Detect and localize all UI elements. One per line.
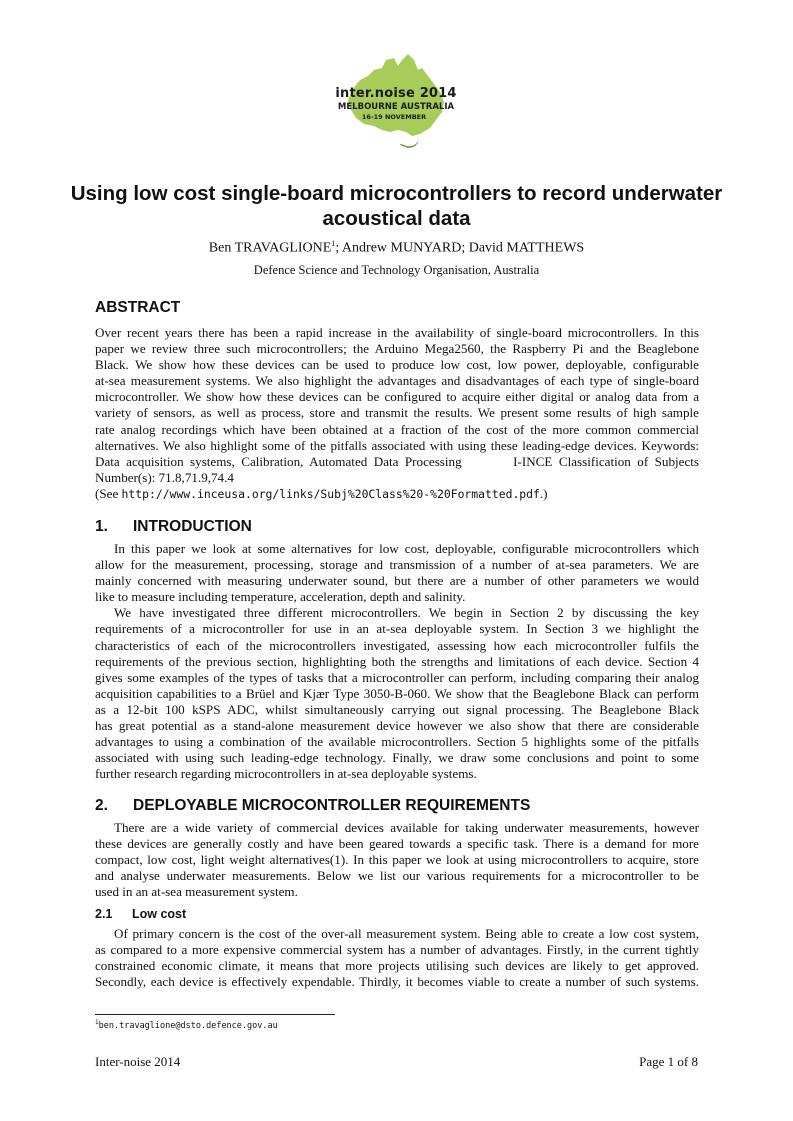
footer-page-number: Page 1 of 8 [639, 1054, 698, 1069]
abstract-line: alternatives. We also highlight some of the pitfalls associated with using these leading-edge devices. Keywords: [95, 437, 699, 453]
paragraph-line: has great potential as a stand-alone measurement device however we also show that there are considerable [95, 718, 699, 734]
paragraph-line: constrained economic climate, it means that more projects utilising such devices are likely to get approved. [95, 958, 699, 974]
paragraph-line: allow for the measurement, processing, storage and transmission of a number of at-sea parameters. We are [95, 557, 699, 573]
introduction-body [95, 541, 699, 782]
abstract-line: at-sea measurement systems. We also highlight the advantages and disadvantages of each type of single-board [95, 373, 699, 389]
author-list [60, 235, 733, 257]
abstract-line: Data acquisition systems, Calibration, Automated Data Processing I-INCE Classification of Subjects [95, 453, 699, 469]
see-suffix: .) [539, 485, 548, 501]
abstract-heading: ABSTRACT [95, 299, 181, 316]
logo-dates: 16-19 NOVEMBER [361, 113, 427, 121]
paragraph-line: these devices are generally costly and have been geared towards a specific task. There is a demand for more [95, 836, 699, 852]
abstract-line: Black. We show how these devices can be used to produce low cost, low power, deployable, configurable [95, 357, 699, 373]
logo-title: inter.noise 2014 [335, 86, 457, 101]
abstract-line: microcontroller. We show how these devices can be configured to acquire either digital or analog data from a [95, 389, 699, 405]
footnote [95, 1017, 278, 1032]
paper-title [60, 181, 733, 231]
section-title: DEPLOYABLE MICROCONTROLLER REQUIREMENTS [133, 797, 531, 814]
subsection-number: 2.1 [95, 907, 113, 921]
paragraph-line: Of primary concern is the cost of the over-all measurement system. Being able to create a low cost system, [114, 926, 699, 941]
subsection-title: Low cost [132, 907, 187, 921]
footnote-mark: 1 [331, 239, 336, 248]
title-line: Using low cost single-board microcontrollers to record underwater [70, 182, 723, 205]
paragraph-line: associated with using such leading-edge technology. Finally, we draw some conclusions and point to some [95, 750, 699, 766]
classification-link-line [95, 486, 699, 502]
footnote-mark: 1 [95, 1019, 99, 1026]
paragraph-line: further research regarding microcontrollers in at-sea deployable systems. [95, 766, 477, 782]
section-number: 2. [95, 797, 108, 814]
abstract-line: variety of sensors, as well as process, store and transmit the results. We present some results of high sample [95, 405, 699, 421]
abstract-body [95, 325, 699, 502]
paragraph-line: We have investigated three different microcontrollers. We begin in Section 2 by discussing the key [114, 605, 699, 621]
author-email-link[interactable]: ben.travaglione@dsto.defence.gov.au [98, 1020, 278, 1031]
subsection-heading-low-cost [95, 907, 186, 922]
section-title: INTRODUCTION [133, 518, 252, 535]
footer-conference: Inter-noise 2014 [95, 1054, 181, 1069]
conference-logo [322, 46, 462, 166]
paragraph-line: Secondly, each device is effectively expendable. Thirdly, it becomes viable to create a number of such systems. [95, 974, 699, 990]
classification-url-link[interactable]: http://www.inceusa.org/links/Subj%20Class%20-%20Formatted.pdf [121, 486, 540, 501]
affiliation: Defence Science and Technology Organisation, Australia [253, 263, 540, 277]
paragraph-line: like to measure including temperature, acceleration, depth and salinity. [95, 589, 466, 605]
abstract-line: Over recent years there has been a rapid increase in the availability of single-board microcontrollers. In this [95, 325, 699, 340]
see-prefix: (See [95, 485, 122, 501]
abstract-line: Number(s): 71.8,71.9,74.4 [95, 469, 234, 485]
paragraph-line: as a 12-bit 100 kSPS ADC, whilst simultaneously carrying out signal processing. The Beaglebone Black [95, 701, 699, 717]
paragraph-line: In this paper we look at some alternatives for low cost, deployable, configurable microcontrollers which [114, 541, 699, 556]
requirements-body [95, 820, 699, 900]
section-heading-requirements [95, 797, 530, 815]
paragraph-line: and analyse underwater measurements. Below we list our various requirements for a microcontroller to be [95, 868, 699, 884]
section-number: 1. [95, 518, 108, 535]
other-authors: ; Andrew MUNYARD; David MATTHEWS [335, 240, 585, 256]
paragraph-line: advantages to using a combination of the available microcontrollers. Section 5 highlights some of the pitfalls [95, 734, 699, 750]
paragraph-line: requirements of the previous section, highlighting both the strengths and limitations of each device. Section 4 [95, 653, 699, 669]
paragraph-line: requirements of a microcontroller for use in an at-sea deployable system. In Section 3 we highlight the [95, 621, 699, 637]
paragraph-line: gives some examples of the types of tasks that a microcontroller can perform, including comparing their analog [95, 669, 699, 685]
paragraph-line: used in an at-sea measurement system. [95, 884, 298, 900]
paragraph-line: characteristics of each of the microcontrollers investigated, assessing how each microcontroller fulfils the [95, 637, 699, 653]
first-author: Ben TRAVAGLIONE [208, 240, 332, 256]
paragraph-line: mainly concerned with measuring underwater sound, but there are a number of other parameters we would [95, 573, 699, 589]
title-line: acoustical data [322, 207, 471, 230]
logo-location: MELBOURNE AUSTRALIA [337, 102, 455, 112]
paragraph-line: acquisition capabilities to a Brüel and Kjær Type 3050-B-060. We show that the Beaglebone Black can perform [95, 685, 699, 701]
abstract-line: paper we review three such microcontrollers; the Arduino Mega2560, the Raspberry Pi and the Beaglebone [95, 341, 699, 357]
low-cost-body [95, 926, 699, 990]
section-heading-introduction [95, 518, 252, 536]
abstract-line: rate analog recordings which have been obtained at a fraction of the cost of the more common commercial [95, 421, 699, 437]
paragraph-line: There are a wide variety of commercial devices available for taking underwater measurements, however [114, 820, 699, 835]
paragraph-line: as compared to a more expensive commercial system has a number of advantages. Firstly, in the current tightly [95, 942, 699, 958]
footnote-divider [95, 1014, 335, 1015]
paragraph-line: compact, low cost, light weight alternatives(1). In this paper we look at using microcontrollers to acquire, store [95, 852, 699, 868]
